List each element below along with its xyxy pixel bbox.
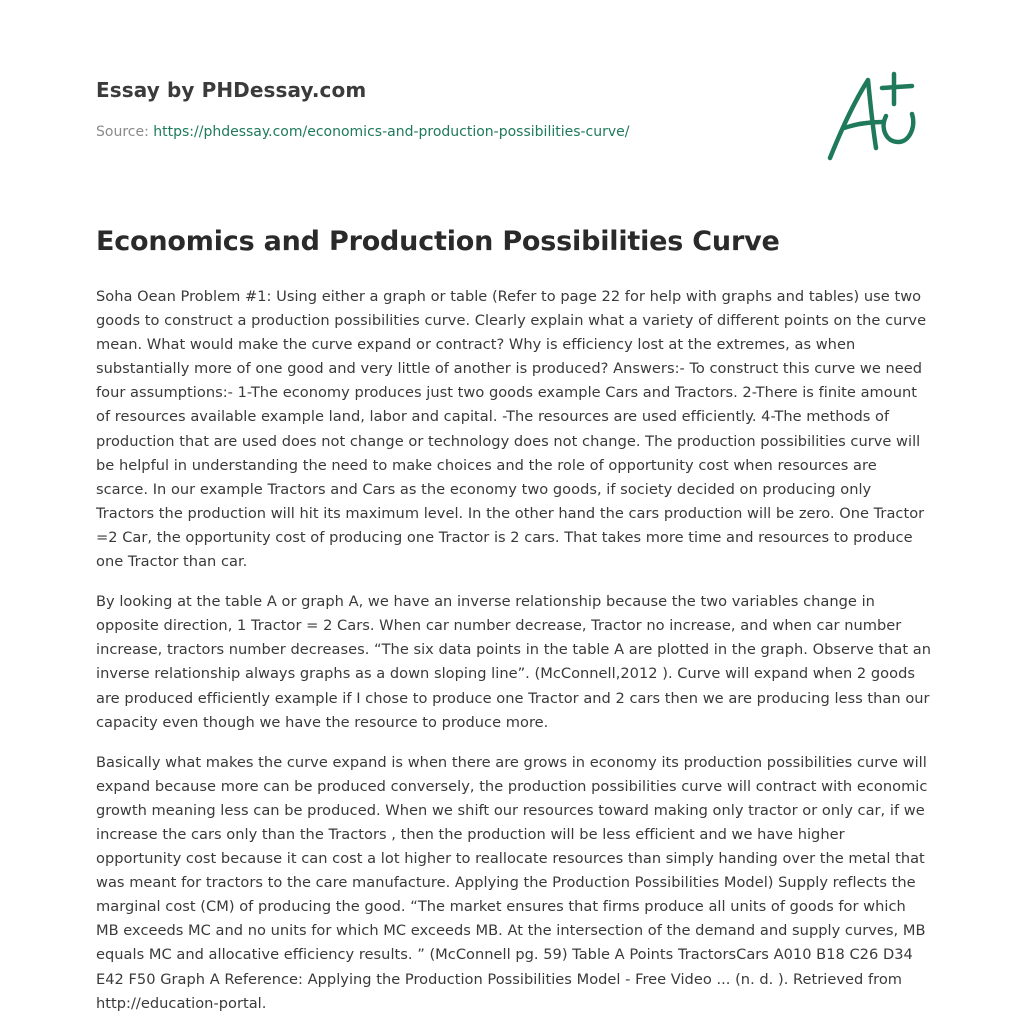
paragraph: Soha Oean Problem #1: Using either a graph or table (Refer to page 22 for help with graphs and tables) use two goods to construct a production possibilities curve. Clearly explain what a variety of different points on the curve mean. What would make the curve expand or contract? Why is efficiency lost at the extremes, as when substantially more of one good and very little of another is produced? Answers:- To construct this curve we need four assumptions:- 1-The economy produces just two goods example Cars and Tractors. 2-There is finite amount of resources available example land, labor and capital. -The resources are used efficiently. 4-The methods of production that are used does not change or technology does not change. The production possibilities curve will be helpful in understanding the need to make choices and the role of opportunity cost when resources are scarce. In our example Tractors and Cars as the economy two goods, if society decided on producing only Tractors the production will hit its maximum level. In the other hand the cars production will be zero. One Tractor =2 Car, the opportunity cost of producing one Tractor is 2 cars. That takes more time and resources to produce one Tractor than car. (96, 288, 927, 571)
page-header (96, 0, 928, 170)
paragraph: Basically what makes the curve expand is when there are grows in economy its production possibilities curve will expand because more can be produced conversely, the production possibilities curve will contract with economic growth meaning less can be produced. When we shift our resources toward making only tractor or only car, if we increase the cars only than the Tractors , then the production will be less efficient and we have higher opportunity cost because it can cost a lot higher to reallocate resources than simply handing over the metal that was meant for tractors to the care manufacture. Applying the Production Possibilities Model) Supply reflects the marginal cost (CM) of producing the good. “The market ensures that firms produce all units of goods for which MB exceeds MC and no units for which MC exceeds MB. At the intersection of the demand and supply curves, MB equals MC and allocative efficiency results. ” (McConnell pg. 59) Table A Points TractorsCars A010 B18 C26 D34 E42 F50 Graph A Reference: Applying the Production Possibilities Model - Free Video ... (n. d. ). Retrieved from http://education-portal. (96, 753, 928, 1012)
source-link[interactable]: https://phdessay.com/economics-and-production-possibilities-curve/ (153, 124, 630, 140)
article-title: Economics and Production Possibilities Curve (96, 226, 780, 257)
article-body (96, 285, 932, 1032)
source-line (96, 124, 630, 140)
paragraph: By looking at the table A or graph A, we have an inverse relationship because the two variables change in opposite direction, 1 Tractor = 2 Cars. When car number decrease, Tractor no increase, and when car number increase, tractors number decreases. “The six data points in the table A are plotted in the graph. Observe that an inverse relationship always graphs as a down sloping line”. (McConnell,2012 ). Curve will expand when 2 goods are produced efficiently example if I chose to produce one Tractor and 2 cars then we are producing less than our capacity even though we have the resource to produce more. (96, 593, 931, 731)
source-label: Source: (96, 124, 154, 140)
brand-title: Essay by PHDessay.com (96, 78, 367, 102)
a-plus-grade-icon (824, 66, 928, 166)
